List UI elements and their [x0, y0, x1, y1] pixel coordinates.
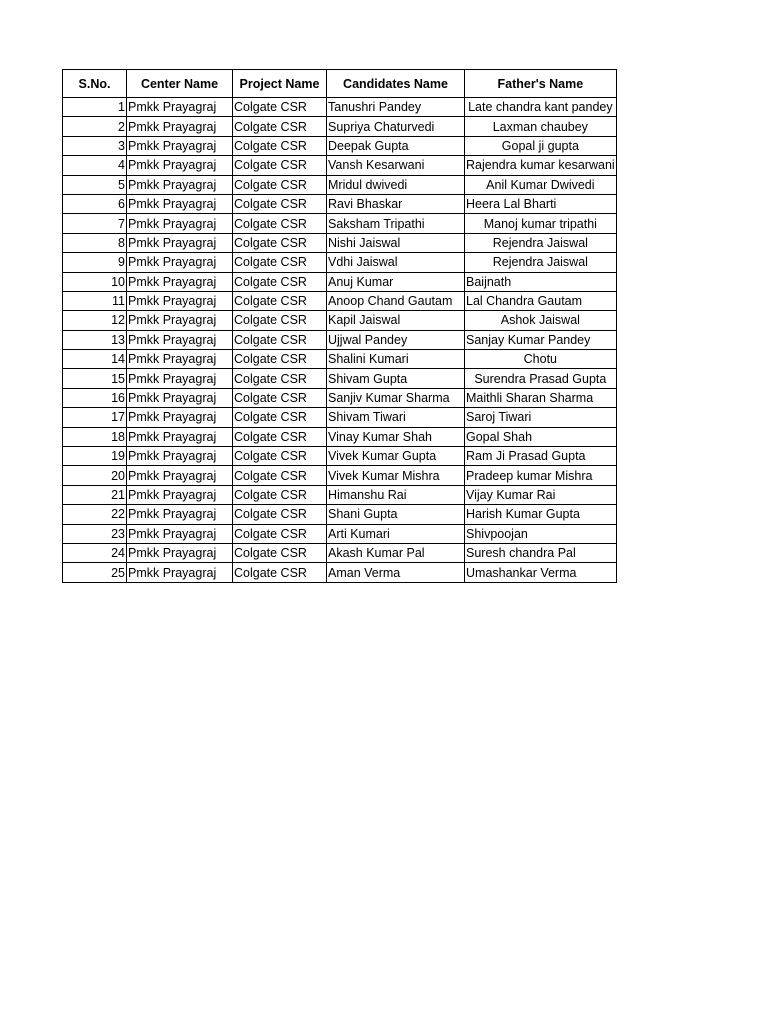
- cell-candidate-name: Vivek Kumar Mishra: [327, 466, 465, 485]
- cell-father-name: Laxman chaubey: [465, 117, 617, 136]
- cell-center-name: Pmkk Prayagraj: [127, 388, 233, 407]
- table-row: [63, 98, 617, 117]
- cell-sno: 3: [63, 136, 127, 155]
- cell-father-name: Chotu: [465, 350, 617, 369]
- cell-project-name: Colgate CSR: [233, 388, 327, 407]
- cell-center-name: Pmkk Prayagraj: [127, 543, 233, 562]
- header-center-name: Center Name: [127, 70, 233, 98]
- cell-center-name: Pmkk Prayagraj: [127, 272, 233, 291]
- cell-father-name: Baijnath: [465, 272, 617, 291]
- table-row: [63, 563, 617, 582]
- cell-sno: 19: [63, 447, 127, 466]
- cell-sno: 6: [63, 194, 127, 213]
- cell-candidate-name: Shalini Kumari: [327, 350, 465, 369]
- cell-project-name: Colgate CSR: [233, 427, 327, 446]
- cell-project-name: Colgate CSR: [233, 214, 327, 233]
- cell-project-name: Colgate CSR: [233, 194, 327, 213]
- cell-project-name: Colgate CSR: [233, 524, 327, 543]
- table-row: [63, 427, 617, 446]
- cell-father-name: Saroj Tiwari: [465, 408, 617, 427]
- table-body: [63, 98, 617, 583]
- cell-sno: 23: [63, 524, 127, 543]
- cell-father-name: Rejendra Jaiswal: [465, 253, 617, 272]
- cell-candidate-name: Vinay Kumar Shah: [327, 427, 465, 446]
- cell-center-name: Pmkk Prayagraj: [127, 98, 233, 117]
- cell-project-name: Colgate CSR: [233, 485, 327, 504]
- cell-sno: 18: [63, 427, 127, 446]
- cell-project-name: Colgate CSR: [233, 117, 327, 136]
- cell-sno: 4: [63, 156, 127, 175]
- candidates-table: [62, 69, 617, 583]
- cell-candidate-name: Aman Verma: [327, 563, 465, 582]
- cell-sno: 22: [63, 505, 127, 524]
- cell-center-name: Pmkk Prayagraj: [127, 233, 233, 252]
- cell-center-name: Pmkk Prayagraj: [127, 311, 233, 330]
- cell-center-name: Pmkk Prayagraj: [127, 447, 233, 466]
- table-row: [63, 524, 617, 543]
- cell-father-name: Ashok Jaiswal: [465, 311, 617, 330]
- cell-candidate-name: Shivam Gupta: [327, 369, 465, 388]
- cell-candidate-name: Ujjwal Pandey: [327, 330, 465, 349]
- cell-father-name: Manoj kumar tripathi: [465, 214, 617, 233]
- header-sno: S.No.: [63, 70, 127, 98]
- cell-center-name: Pmkk Prayagraj: [127, 291, 233, 310]
- cell-candidate-name: Anuj Kumar: [327, 272, 465, 291]
- cell-project-name: Colgate CSR: [233, 350, 327, 369]
- table-row: [63, 214, 617, 233]
- header-candidates-name: Candidates Name: [327, 70, 465, 98]
- table-row: [63, 291, 617, 310]
- cell-sno: 10: [63, 272, 127, 291]
- cell-candidate-name: Shani Gupta: [327, 505, 465, 524]
- table-row: [63, 466, 617, 485]
- cell-center-name: Pmkk Prayagraj: [127, 563, 233, 582]
- cell-father-name: Rejendra Jaiswal: [465, 233, 617, 252]
- header-project-name: Project Name: [233, 70, 327, 98]
- cell-sno: 1: [63, 98, 127, 117]
- cell-father-name: Late chandra kant pandey: [465, 98, 617, 117]
- cell-father-name: Gopal ji gupta: [465, 136, 617, 155]
- cell-candidate-name: Ravi Bhaskar: [327, 194, 465, 213]
- cell-sno: 16: [63, 388, 127, 407]
- cell-candidate-name: Supriya Chaturvedi: [327, 117, 465, 136]
- table-row: [63, 330, 617, 349]
- cell-candidate-name: Kapil Jaiswal: [327, 311, 465, 330]
- cell-candidate-name: Sanjiv Kumar Sharma: [327, 388, 465, 407]
- cell-project-name: Colgate CSR: [233, 233, 327, 252]
- table-row: [63, 253, 617, 272]
- cell-candidate-name: Vdhi Jaiswal: [327, 253, 465, 272]
- cell-father-name: Vijay Kumar Rai: [465, 485, 617, 504]
- cell-center-name: Pmkk Prayagraj: [127, 427, 233, 446]
- cell-sno: 5: [63, 175, 127, 194]
- cell-center-name: Pmkk Prayagraj: [127, 330, 233, 349]
- cell-father-name: Sanjay Kumar Pandey: [465, 330, 617, 349]
- cell-project-name: Colgate CSR: [233, 408, 327, 427]
- cell-sno: 14: [63, 350, 127, 369]
- table-row: [63, 485, 617, 504]
- cell-center-name: Pmkk Prayagraj: [127, 194, 233, 213]
- table-row: [63, 350, 617, 369]
- table-row: [63, 543, 617, 562]
- cell-center-name: Pmkk Prayagraj: [127, 136, 233, 155]
- table-row: [63, 156, 617, 175]
- cell-center-name: Pmkk Prayagraj: [127, 175, 233, 194]
- cell-father-name: Ram Ji Prasad Gupta: [465, 447, 617, 466]
- header-row: [63, 70, 617, 98]
- cell-father-name: Maithli Sharan Sharma: [465, 388, 617, 407]
- cell-candidate-name: Shivam Tiwari: [327, 408, 465, 427]
- cell-father-name: Shivpoojan: [465, 524, 617, 543]
- cell-center-name: Pmkk Prayagraj: [127, 117, 233, 136]
- cell-project-name: Colgate CSR: [233, 175, 327, 194]
- cell-project-name: Colgate CSR: [233, 136, 327, 155]
- cell-project-name: Colgate CSR: [233, 253, 327, 272]
- cell-sno: 25: [63, 563, 127, 582]
- cell-project-name: Colgate CSR: [233, 447, 327, 466]
- table-row: [63, 388, 617, 407]
- table-row: [63, 194, 617, 213]
- cell-project-name: Colgate CSR: [233, 272, 327, 291]
- cell-candidate-name: Saksham Tripathi: [327, 214, 465, 233]
- cell-father-name: Surendra Prasad Gupta: [465, 369, 617, 388]
- table-row: [63, 505, 617, 524]
- cell-project-name: Colgate CSR: [233, 466, 327, 485]
- cell-center-name: Pmkk Prayagraj: [127, 253, 233, 272]
- cell-center-name: Pmkk Prayagraj: [127, 156, 233, 175]
- cell-project-name: Colgate CSR: [233, 98, 327, 117]
- table-row: [63, 369, 617, 388]
- cell-candidate-name: Deepak Gupta: [327, 136, 465, 155]
- cell-candidate-name: Vivek Kumar Gupta: [327, 447, 465, 466]
- cell-sno: 8: [63, 233, 127, 252]
- cell-sno: 9: [63, 253, 127, 272]
- cell-center-name: Pmkk Prayagraj: [127, 350, 233, 369]
- cell-candidate-name: Arti Kumari: [327, 524, 465, 543]
- cell-father-name: Heera Lal Bharti: [465, 194, 617, 213]
- table-row: [63, 233, 617, 252]
- cell-father-name: Lal Chandra Gautam: [465, 291, 617, 310]
- cell-sno: 12: [63, 311, 127, 330]
- cell-sno: 2: [63, 117, 127, 136]
- cell-project-name: Colgate CSR: [233, 563, 327, 582]
- cell-candidate-name: Tanushri Pandey: [327, 98, 465, 117]
- cell-center-name: Pmkk Prayagraj: [127, 505, 233, 524]
- cell-father-name: Rajendra kumar kesarwani: [465, 156, 617, 175]
- cell-project-name: Colgate CSR: [233, 291, 327, 310]
- cell-center-name: Pmkk Prayagraj: [127, 369, 233, 388]
- cell-candidate-name: Mridul dwivedi: [327, 175, 465, 194]
- table-row: [63, 136, 617, 155]
- table-row: [63, 117, 617, 136]
- cell-candidate-name: Nishi Jaiswal: [327, 233, 465, 252]
- table-row: [63, 408, 617, 427]
- cell-candidate-name: Anoop Chand Gautam: [327, 291, 465, 310]
- header-fathers-name: Father's Name: [465, 70, 617, 98]
- cell-father-name: Anil Kumar Dwivedi: [465, 175, 617, 194]
- cell-sno: 21: [63, 485, 127, 504]
- cell-project-name: Colgate CSR: [233, 311, 327, 330]
- cell-project-name: Colgate CSR: [233, 543, 327, 562]
- cell-center-name: Pmkk Prayagraj: [127, 408, 233, 427]
- cell-center-name: Pmkk Prayagraj: [127, 214, 233, 233]
- cell-father-name: Umashankar Verma: [465, 563, 617, 582]
- cell-center-name: Pmkk Prayagraj: [127, 485, 233, 504]
- cell-project-name: Colgate CSR: [233, 330, 327, 349]
- cell-sno: 13: [63, 330, 127, 349]
- table-row: [63, 175, 617, 194]
- cell-father-name: Gopal Shah: [465, 427, 617, 446]
- table-row: [63, 311, 617, 330]
- cell-sno: 20: [63, 466, 127, 485]
- cell-sno: 24: [63, 543, 127, 562]
- cell-project-name: Colgate CSR: [233, 505, 327, 524]
- cell-sno: 17: [63, 408, 127, 427]
- table-row: [63, 447, 617, 466]
- cell-candidate-name: Akash Kumar Pal: [327, 543, 465, 562]
- cell-center-name: Pmkk Prayagraj: [127, 524, 233, 543]
- cell-project-name: Colgate CSR: [233, 369, 327, 388]
- cell-center-name: Pmkk Prayagraj: [127, 466, 233, 485]
- cell-candidate-name: Himanshu Rai: [327, 485, 465, 504]
- cell-father-name: Harish Kumar Gupta: [465, 505, 617, 524]
- cell-father-name: Pradeep kumar Mishra: [465, 466, 617, 485]
- table-row: [63, 272, 617, 291]
- cell-project-name: Colgate CSR: [233, 156, 327, 175]
- cell-sno: 7: [63, 214, 127, 233]
- cell-candidate-name: Vansh Kesarwani: [327, 156, 465, 175]
- cell-sno: 15: [63, 369, 127, 388]
- cell-sno: 11: [63, 291, 127, 310]
- cell-father-name: Suresh chandra Pal: [465, 543, 617, 562]
